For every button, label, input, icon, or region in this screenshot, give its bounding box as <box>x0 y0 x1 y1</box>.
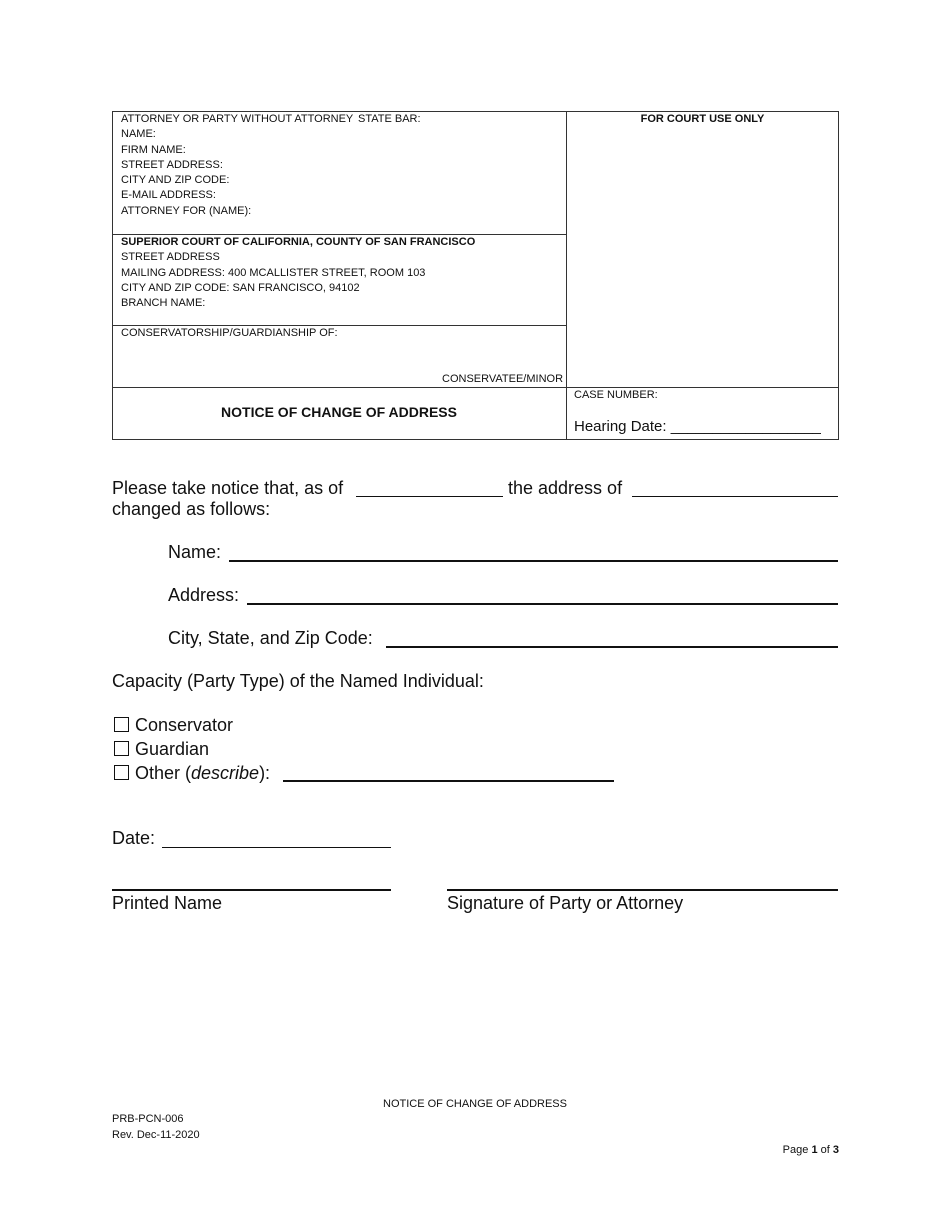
hearing-date-label: Hearing Date: __________________ <box>574 418 821 435</box>
other-describe-field[interactable] <box>283 780 614 782</box>
party-name-field[interactable] <box>632 496 838 497</box>
city-state-zip-label: City, State, and Zip Code: <box>168 628 373 648</box>
date-label: Date: <box>112 828 156 848</box>
other-checkbox[interactable] <box>114 765 129 780</box>
footer-title: NOTICE OF CHANGE OF ADDRESS <box>383 1098 567 1110</box>
other-option[interactable] <box>114 763 270 784</box>
court-name: SUPERIOR COURT OF CALIFORNIA, COUNTY OF SAN FRANCISCO <box>121 236 476 248</box>
attorney-line: FIRM NAME: <box>121 143 186 156</box>
attorney-line: NAME: <box>121 128 156 141</box>
capacity-label: Capacity (Party Type) of the Named Individual: <box>112 671 484 691</box>
address-label: Address: <box>168 585 240 605</box>
caption-divider-vertical <box>566 111 567 440</box>
form-title: NOTICE OF CHANGE OF ADDRESS <box>221 404 457 420</box>
conservatorship-label: CONSERVATORSHIP/GUARDIANSHIP OF: <box>121 327 338 339</box>
notice-text-3: changed as follows: <box>112 499 271 519</box>
case-number-label: CASE NUMBER: <box>574 389 658 401</box>
date-field[interactable] <box>162 847 391 848</box>
conservator-checkbox[interactable] <box>114 717 129 732</box>
other-describe-label: describe <box>191 763 260 783</box>
revision-date: Rev. Dec-11-2020 <box>112 1129 200 1141</box>
notice-text-2: the address of <box>508 478 623 498</box>
notice-text-1: Please take notice that, as of <box>112 478 344 498</box>
page-current: 1 <box>811 1144 818 1156</box>
attorney-line: STREET ADDRESS: <box>121 158 223 171</box>
page-prefix: Page <box>782 1144 809 1156</box>
conservator-label: Conservator <box>135 715 234 735</box>
court-section <box>121 235 475 311</box>
conservatee-label: CONSERVATEE/MINOR <box>442 373 564 385</box>
printed-name-field[interactable] <box>112 889 391 891</box>
attorney-section <box>121 112 353 219</box>
page-number <box>783 1144 839 1156</box>
guardian-label: Guardian <box>135 739 210 759</box>
court-line: CITY AND ZIP CODE: SAN FRANCISCO, 94102 <box>121 281 360 294</box>
other-label: Other ( <box>135 763 192 783</box>
attorney-line: ATTORNEY OR PARTY WITHOUT ATTORNEY <box>121 113 354 125</box>
court-line: MAILING ADDRESS: 400 MCALLISTER STREET, ROOM 103 <box>121 266 426 279</box>
name-field[interactable] <box>229 560 838 562</box>
attorney-line: ATTORNEY FOR (NAME): <box>121 204 252 217</box>
attorney-line: CITY AND ZIP CODE: <box>121 174 230 187</box>
other-label-end: ): <box>259 763 271 783</box>
guardian-checkbox[interactable] <box>114 741 129 756</box>
printed-name-label: Printed Name <box>112 893 223 913</box>
conservator-option[interactable] <box>114 715 233 736</box>
signature-label: Signature of Party or Attorney <box>447 893 684 913</box>
page-total: 3 <box>832 1144 839 1156</box>
court-use-label: FOR COURT USE ONLY <box>640 113 765 125</box>
effective-date-field[interactable] <box>356 496 503 497</box>
attorney-line: E-MAIL ADDRESS: <box>121 189 216 202</box>
city-state-zip-field[interactable] <box>386 646 838 648</box>
guardian-option[interactable] <box>114 739 209 760</box>
page-of: of <box>820 1144 830 1156</box>
court-line: BRANCH NAME: <box>121 297 206 310</box>
state-bar-label: STATE BAR: <box>358 113 421 125</box>
form-id: PRB-PCN-006 <box>112 1113 184 1125</box>
name-label: Name: <box>168 542 222 562</box>
address-field[interactable] <box>247 603 838 605</box>
signature-field[interactable] <box>447 889 838 891</box>
court-line: STREET ADDRESS <box>121 251 220 264</box>
